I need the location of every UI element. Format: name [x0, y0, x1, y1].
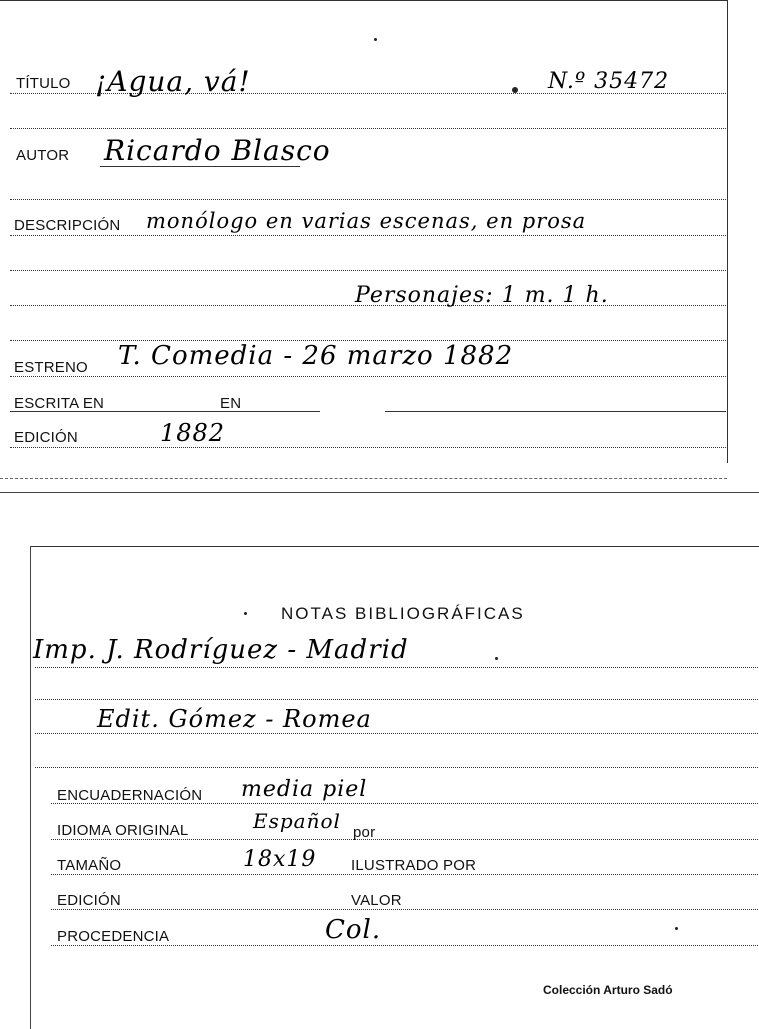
notes-rule: [35, 733, 759, 734]
notes-rule: [35, 699, 759, 700]
blank-rule: [10, 270, 726, 271]
encuadernacion-label: ENCUADERNACIÓN: [57, 787, 203, 804]
valor-label: VALOR: [351, 892, 402, 909]
notes-rule: [35, 767, 759, 768]
autor-value: Ricardo Blasco: [104, 134, 331, 167]
blank-rule: [10, 128, 726, 129]
tamano-label: TAMAÑO: [57, 857, 122, 874]
numero-value: N.º 35472: [548, 69, 670, 94]
personajes-value: Personajes: 1 m. 1 h.: [355, 283, 609, 308]
encuadernacion-value: media piel: [241, 777, 368, 802]
procedencia-label: PROCEDENCIA: [57, 928, 170, 945]
notes-rule: [35, 667, 759, 668]
titulo-label: TÍTULO: [16, 75, 71, 92]
tamano-rule: [51, 874, 759, 875]
autor-label: AUTOR: [16, 147, 70, 164]
bottom-catalog-card: [30, 546, 759, 1029]
edicion-rule: [10, 447, 726, 448]
tamano-value: 18x19: [243, 847, 317, 872]
ilustrado-por-label: ILUSTRADO POR: [351, 857, 477, 874]
edicion-label-bottom: EDICIÓN: [57, 892, 121, 909]
blank-rule: [10, 199, 726, 200]
escrita-en-label: ESCRITA EN: [14, 395, 105, 412]
estreno-value: T. Comedia - 26 marzo 1882: [118, 341, 514, 371]
ink-speck: [675, 927, 678, 930]
note-line-1: Imp. J. Rodríguez - Madrid: [33, 635, 409, 665]
idioma-original-label: IDIOMA ORIGINAL: [57, 822, 189, 839]
idioma-original-value: Español: [253, 809, 341, 833]
note-line-2: Edit. Gómez - Romea: [97, 705, 372, 733]
procedencia-value: Col.: [325, 915, 382, 945]
descripcion-label: DESCRIPCIÓN: [14, 217, 121, 234]
en-label: EN: [220, 395, 242, 412]
top-catalog-card: [0, 0, 728, 463]
edicion-value: 1882: [160, 419, 226, 447]
card-edge-dots: [0, 478, 727, 479]
collection-credit: Colección Arturo Sadó: [543, 983, 673, 997]
por-label: por: [353, 824, 376, 841]
descripcion-rule: [10, 235, 726, 236]
card-separator: [0, 492, 759, 493]
edicion-rule: [51, 909, 759, 910]
procedencia-rule: [51, 945, 759, 946]
escrita-en-underline-right: [385, 411, 726, 412]
edicion-label: EDICIÓN: [14, 429, 78, 446]
estreno-rule: [10, 376, 726, 377]
estreno-label: ESTRENO: [14, 359, 88, 376]
idioma-rule: [51, 839, 759, 840]
notas-heading: NOTAS BIBLIOGRÁFICAS: [281, 604, 525, 623]
ink-speck: [244, 612, 247, 615]
ink-speck: [495, 657, 498, 660]
titulo-value: ¡Agua, vá!: [95, 65, 251, 98]
descripcion-value: monólogo en varias escenas, en prosa: [146, 209, 587, 233]
ink-dot: [512, 87, 518, 93]
ink-speck: [374, 38, 377, 41]
